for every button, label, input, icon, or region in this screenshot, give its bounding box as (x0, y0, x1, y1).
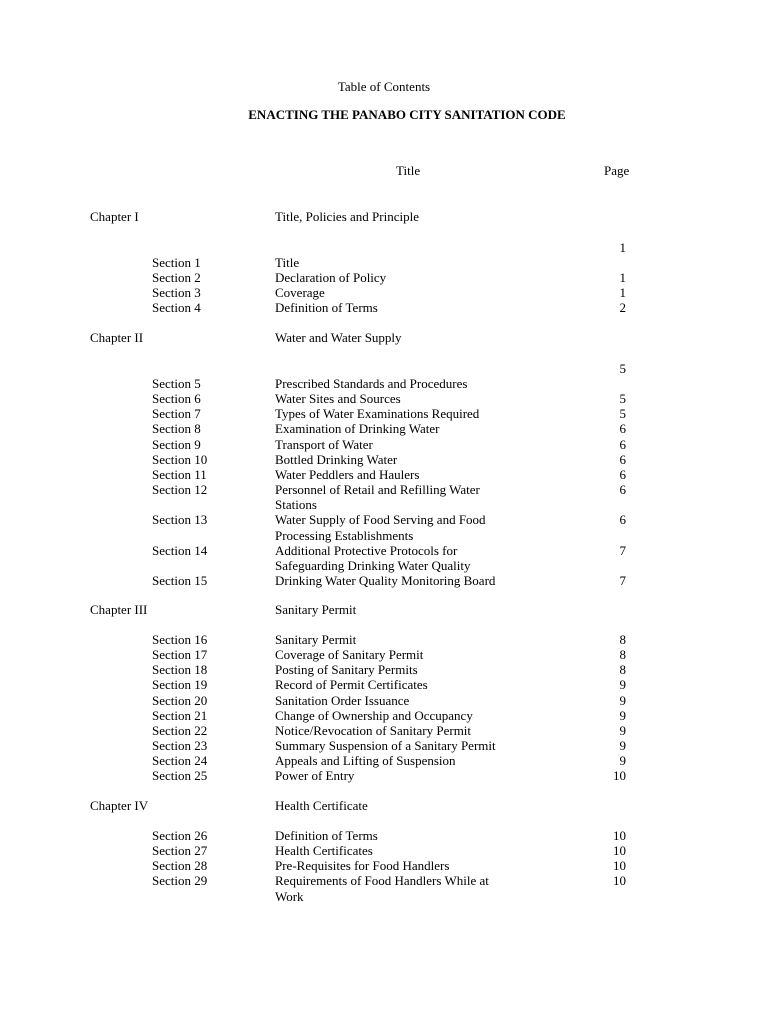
section-title: Water Sites and Sources (275, 391, 401, 407)
section-title: Notice/Revocation of Sanitary Permit (275, 722, 472, 738)
section-page-number: 10 (613, 858, 626, 874)
section-title: Additional Protective Protocols for (275, 542, 458, 558)
section-number: Section 18 (152, 662, 208, 678)
section-title: Health Certificates (275, 843, 373, 859)
section-title: Pre-Requisites for Food Handlers (275, 858, 450, 874)
section-page-number: 6 (619, 466, 626, 482)
section-title: Appeals and Lifting of Suspension (275, 753, 456, 769)
section-title: Declaration of Policy (275, 270, 387, 286)
section-page-number: 5 (619, 391, 626, 407)
section-number: Section 13 (152, 512, 208, 528)
section-number: Section 10 (152, 451, 208, 467)
section-title: Posting of Sanitary Permits (275, 662, 418, 678)
section-page-number: 6 (619, 482, 626, 498)
section-number: Section 21 (152, 707, 208, 723)
section-number: Section 2 (152, 270, 201, 286)
section-page-number: 10 (613, 873, 626, 889)
section-number: Section 29 (152, 873, 208, 889)
section-title: Drinking Water Quality Monitoring Board (275, 572, 496, 588)
section-number: Section 27 (152, 843, 208, 859)
section-title: Types of Water Examinations Required (275, 406, 480, 422)
column-header-title: Title (396, 163, 421, 178)
section-number: Section 20 (152, 692, 208, 708)
section-page-number: 6 (619, 451, 626, 467)
section-page-number: 6 (619, 512, 626, 528)
section-title: Requirements of Food Handlers While at (275, 873, 489, 889)
section-page-number: 5 (619, 406, 626, 422)
section-page-number: 9 (619, 722, 626, 738)
section-number: Section 14 (152, 542, 208, 558)
section-number: Section 6 (152, 391, 201, 407)
section-page-number: 8 (619, 632, 626, 647)
section-number: Section 12 (152, 482, 208, 498)
section-page-number: 8 (619, 647, 626, 663)
section-page-number: 1 (619, 285, 626, 301)
section-title: Personnel of Retail and Refilling Water (275, 482, 480, 498)
section-number: Section 25 (152, 768, 208, 784)
section-number: Section 15 (152, 572, 208, 588)
document-title: ENACTING THE PANABO CITY SANITATION CODE (248, 107, 566, 122)
section-number: Section 28 (152, 858, 208, 874)
section-number: Section 1 (152, 255, 201, 270)
section-number: Section 22 (152, 722, 208, 738)
section-number: Section 7 (152, 406, 201, 422)
section-title: Water Peddlers and Haulers (275, 466, 420, 482)
section-title: Examination of Drinking Water (275, 421, 440, 437)
section-number: Section 9 (152, 436, 201, 452)
section-number: Section 19 (152, 677, 208, 693)
section-page-number: 9 (619, 753, 626, 769)
chapter-title: Health Certificate (275, 798, 368, 813)
section-page-number: 1 (619, 270, 626, 286)
section-title: Change of Ownership and Occupancy (275, 707, 473, 723)
section-number: Section 4 (152, 300, 201, 316)
section-page-number: 9 (619, 707, 626, 723)
section-title: Coverage of Sanitary Permit (275, 647, 424, 663)
section-number: Section 8 (152, 421, 201, 437)
chapter-page-number: 5 (619, 361, 626, 376)
section-page-number: 6 (619, 421, 626, 437)
section-page-number: 2 (619, 300, 626, 316)
section-title: Power of Entry (275, 768, 355, 784)
chapter-title: Sanitary Permit (275, 602, 357, 617)
section-number: Section 11 (152, 466, 207, 482)
chapter-label: Chapter II (90, 330, 144, 345)
chapter-page-number: 1 (619, 240, 626, 255)
section-number: Section 24 (152, 753, 208, 769)
section-title: Title (275, 255, 300, 270)
section-page-number: 10 (613, 768, 626, 784)
section-page-number: 9 (619, 738, 626, 754)
section-title: Coverage (275, 285, 325, 301)
section-title: Record of Permit Certificates (275, 677, 428, 693)
section-title: Processing Establishments (275, 527, 414, 543)
chapter-label: Chapter I (90, 209, 139, 224)
section-page-number: 10 (613, 828, 626, 843)
section-title: Water Supply of Food Serving and Food (275, 512, 486, 528)
section-title: Stations (275, 497, 317, 513)
section-page-number: 7 (619, 542, 626, 558)
section-title: Definition of Terms (275, 828, 378, 843)
section-title: Summary Suspension of a Sanitary Permit (275, 738, 496, 754)
section-title: Prescribed Standards and Procedures (275, 376, 468, 391)
section-title: Bottled Drinking Water (275, 451, 398, 467)
chapter-label: Chapter IV (90, 798, 149, 813)
section-number: Section 23 (152, 738, 208, 754)
toc-label: Table of Contents (337, 79, 431, 94)
section-title: Transport of Water (275, 436, 373, 452)
column-header-page: Page (604, 163, 630, 178)
chapter-label: Chapter III (90, 602, 148, 617)
section-page-number: 8 (619, 662, 626, 678)
section-title: Sanitary Permit (275, 632, 357, 647)
section-page-number: 9 (619, 677, 626, 693)
section-title: Work (275, 888, 304, 904)
section-number: Section 3 (152, 285, 201, 301)
section-page-number: 9 (619, 692, 626, 708)
section-number: Section 5 (152, 376, 201, 391)
section-title: Definition of Terms (275, 300, 378, 316)
section-number: Section 16 (152, 632, 208, 647)
chapter-title: Title, Policies and Principle (275, 209, 419, 224)
section-page-number: 10 (613, 843, 626, 859)
section-number: Section 26 (152, 828, 208, 843)
section-title: Sanitation Order Issuance (275, 692, 410, 708)
section-page-number: 6 (619, 436, 626, 452)
section-title: Safeguarding Drinking Water Quality (275, 557, 471, 573)
section-number: Section 17 (152, 647, 208, 663)
section-page-number: 7 (619, 572, 626, 588)
chapter-title: Water and Water Supply (275, 330, 402, 345)
